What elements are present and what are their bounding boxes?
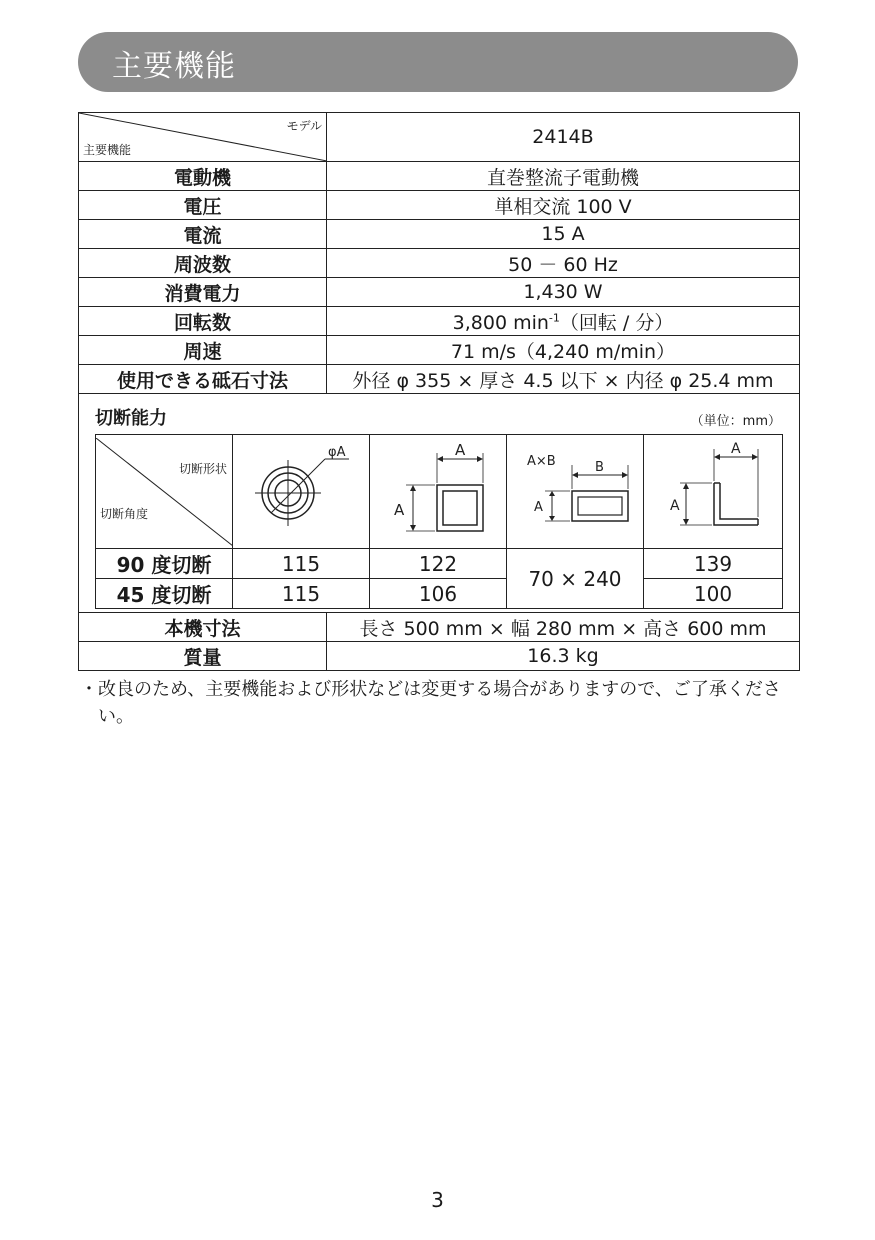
- cut-value-rect: 70 × 240: [507, 549, 644, 609]
- cutting-row-90: [96, 549, 783, 579]
- corner-shape-label: 切断形状: [178, 461, 227, 476]
- cutting-table: [95, 434, 783, 609]
- spec-label: 使用できる砥石寸法: [79, 365, 327, 394]
- page-title: 主要機能: [112, 49, 236, 84]
- shape-figure-row: [96, 435, 783, 549]
- spec-row: [79, 307, 800, 336]
- spec-value: 16.3 kg: [327, 642, 800, 671]
- spec-label: 周波数: [79, 249, 327, 278]
- corner-cell: [79, 113, 327, 162]
- spec-value: 単相交流 100 V: [327, 191, 800, 220]
- cutting-title: 切断能力: [95, 408, 167, 429]
- dim-a-label: A: [455, 441, 466, 459]
- spec-value: 50 － 60 Hz: [327, 249, 800, 278]
- dim-a-label: A: [534, 500, 543, 515]
- bullet: ・: [80, 679, 98, 700]
- square-shape-cell: [370, 435, 507, 549]
- cut-value-round: 115: [233, 579, 370, 609]
- cut-value-square: 122: [370, 549, 507, 579]
- rpm-value: 3,800 min: [452, 311, 549, 334]
- cut-value-round: 115: [233, 549, 370, 579]
- rpm-unit: （回転 / 分）: [559, 311, 674, 334]
- cut-angle-label: 45 度切断: [96, 579, 233, 609]
- corner-feature-label: 主要機能: [83, 143, 132, 157]
- rpm-exponent: -1: [548, 311, 560, 325]
- cutting-capacity-section: [79, 394, 800, 613]
- spec-value: [327, 307, 800, 336]
- dim-b-label: B: [595, 460, 604, 475]
- spec-value: 長さ 500 mm × 幅 280 mm × 高さ 600 mm: [327, 613, 800, 642]
- spec-row: [79, 220, 800, 249]
- spec-label: 電動機: [79, 162, 327, 191]
- spec-value: 外径 φ 355 × 厚さ 4.5 以下 × 内径 φ 25.4 mm: [327, 365, 800, 394]
- spec-value: 71 m/s（4,240 m/min）: [327, 336, 800, 365]
- section-title-banner: [78, 32, 798, 92]
- round-shape-cell: [233, 435, 370, 549]
- angle-shape-cell: [644, 435, 783, 549]
- spec-row: [79, 191, 800, 220]
- diagonal-line: [96, 438, 233, 546]
- round-bar-icon: [233, 435, 370, 543]
- spec-label: 電流: [79, 220, 327, 249]
- cutting-corner-cell: [96, 435, 233, 549]
- spec-value: 1,430 W: [327, 278, 800, 307]
- corner-model-label: モデル: [286, 119, 322, 133]
- square-bar-icon: [370, 435, 507, 543]
- spec-row: [79, 162, 800, 191]
- spec-header-row: [79, 113, 800, 162]
- rectangular-bar-icon: [507, 435, 644, 543]
- cut-value-angle: 100: [644, 579, 783, 609]
- spec-label: 質量: [79, 642, 327, 671]
- cut-value-angle: 139: [644, 549, 783, 579]
- spec-row: [79, 642, 800, 671]
- rect-shape-cell: [507, 435, 644, 549]
- spec-label: 消費電力: [79, 278, 327, 307]
- spec-label: 回転数: [79, 307, 327, 336]
- spec-table: [78, 112, 800, 671]
- spec-value: 15 A: [327, 220, 800, 249]
- corner-angle-label: 切断角度: [100, 506, 149, 521]
- page-number: 3: [431, 1188, 444, 1212]
- cut-angle-label: 90 度切断: [96, 549, 233, 579]
- cutting-row-45: [96, 579, 783, 609]
- axb-label: A×B: [527, 454, 556, 469]
- spec-label: 本機寸法: [79, 613, 327, 642]
- dim-a-label: A: [394, 501, 405, 519]
- spec-label: 周速: [79, 336, 327, 365]
- model-number: 2414B: [327, 113, 800, 162]
- spec-row: [79, 613, 800, 642]
- footnote-text: 改良のため、主要機能および形状などは変更する場合がありますので、ご了承ください。: [98, 679, 781, 727]
- spec-row: [79, 278, 800, 307]
- spec-row: [79, 336, 800, 365]
- spec-row: [79, 365, 800, 394]
- dim-a-label: A: [731, 441, 741, 457]
- spec-row: [79, 249, 800, 278]
- cutting-capacity-row: [79, 394, 800, 613]
- phi-a-label: φA: [328, 445, 346, 460]
- spec-label: 電圧: [79, 191, 327, 220]
- spec-value: 直巻整流子電動機: [327, 162, 800, 191]
- dim-a-label: A: [670, 498, 680, 514]
- cut-value-square: 106: [370, 579, 507, 609]
- unit-label: （単位：mm）: [690, 414, 781, 429]
- footnote: [80, 676, 810, 730]
- angle-bar-icon: [644, 435, 783, 543]
